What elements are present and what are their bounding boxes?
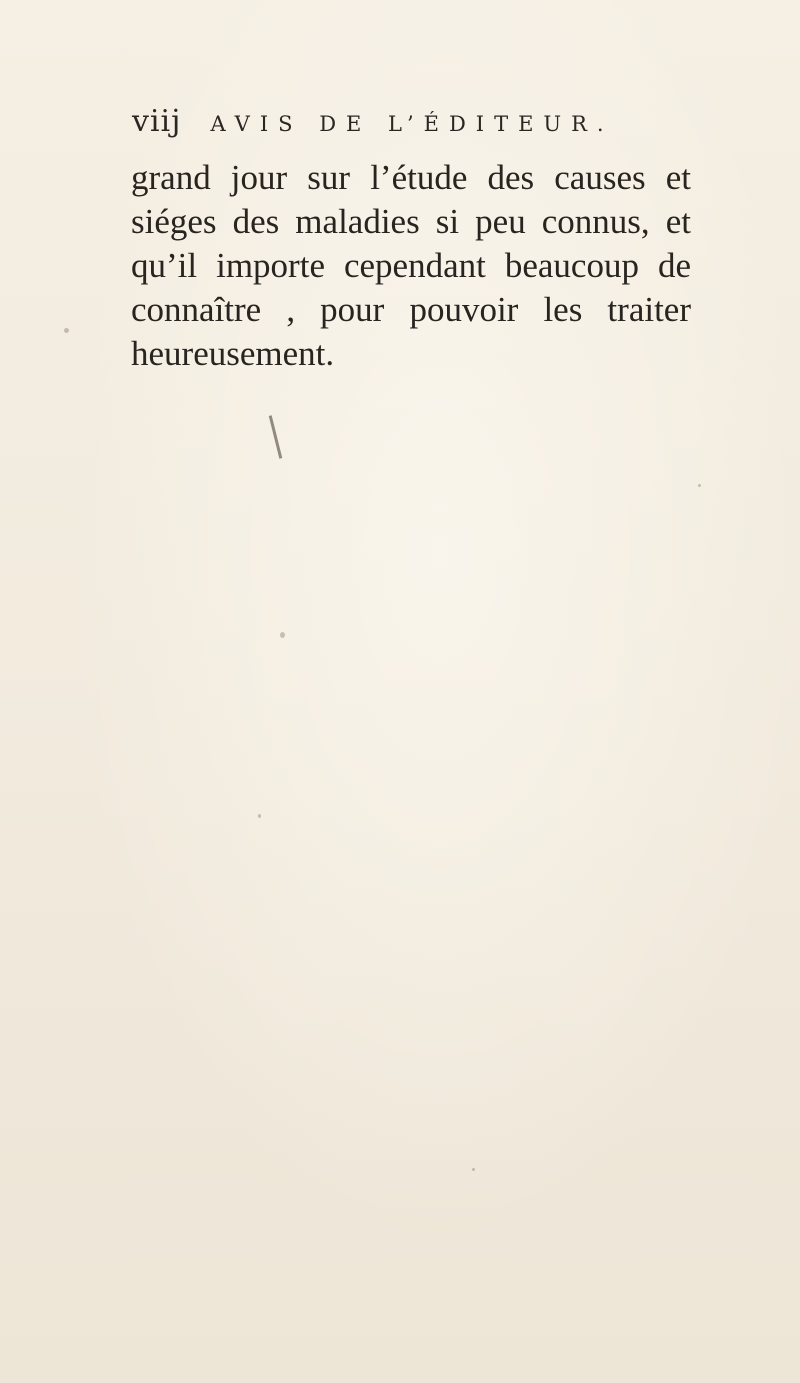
paper-speck <box>698 484 701 487</box>
running-head <box>132 104 672 139</box>
paper-speck <box>64 328 69 333</box>
paper-speck <box>472 1168 475 1171</box>
text-line: heureusement. <box>131 334 335 373</box>
text-line: siéges des maladies si peu connus, et <box>131 202 691 241</box>
text-line: qu’il importe cependant beaucoup de <box>131 246 691 285</box>
page-number: viij <box>132 104 182 139</box>
text-line: connaître , pour pouvoir les traiter <box>131 290 691 329</box>
running-head-title: AVIS DE L’ÉDITEUR. <box>210 112 614 136</box>
ink-stray-mark <box>269 415 283 458</box>
paper-speck <box>280 632 285 638</box>
body-paragraph <box>131 156 691 376</box>
text-line: grand jour sur l’étude des causes et <box>131 158 691 197</box>
paper-speck <box>258 814 261 818</box>
